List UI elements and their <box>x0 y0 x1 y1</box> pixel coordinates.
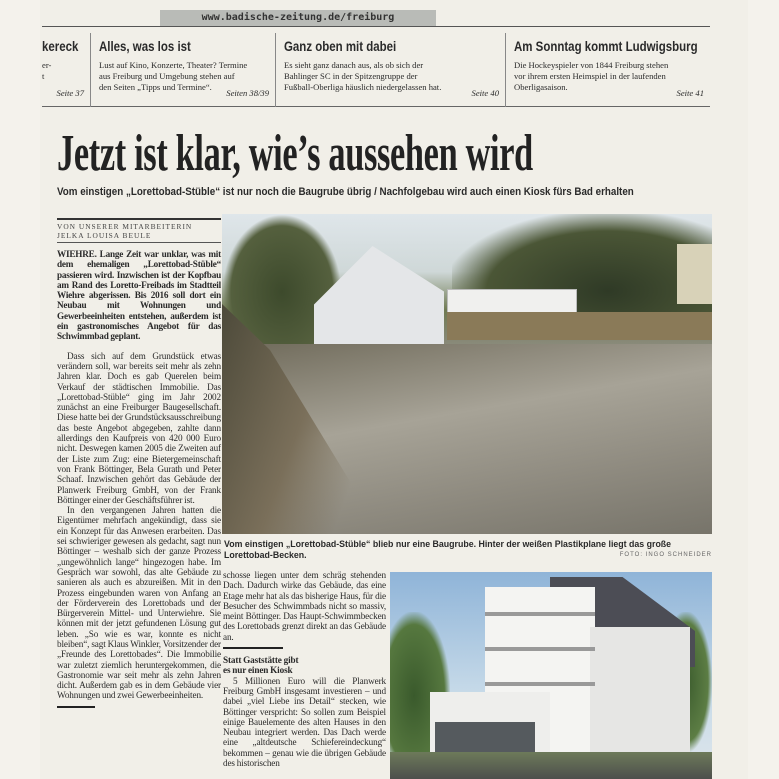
teaser-text: Es sieht ganz danach aus, als ob sich der Bahlinger SC in der Spitzengruppe der Fußball-Oberliga häuslich niedergelassen hat. <box>284 60 442 92</box>
article-paragraph: schosse liegen unter dem schräg stehenden Dach. Dadurch wirke das Gebäude, das eine Etage mehr hat als das bisherige Haus, für die Besucher des Schwimmbads nicht so massiv, meint Böttinger. Das Haupt-Schwimmbecken des Lorettobads grenzt direkt an das Gebäude an. <box>223 570 386 642</box>
teaser-text: Lust auf Kino, Konzerte, Theater? Termine aus Freiburg und Umgebung stehen auf den Seiten „Tipps und Termine“. <box>99 60 248 92</box>
photo-caption <box>224 539 712 561</box>
article-paragraph: 5 Millionen Euro will die Planwerk Freiburg GmbH insgesamt investieren – und dabei „viel Liebe ins Detail“ stecken, wie Böttinger verspricht: So sollen zum Beispiel einige Bauelemente des alten Hauses in den Neubau integriert werden. Das Dach werde eine „altdeutsche Schiefereindeckung“ bekommen – genau wie die übrigen Gebäude des historischen <box>223 675 386 769</box>
article-paragraph: In den vergangenen Jahren hatten die Eigentümer mehrfach angekündigt, dass sie ein Konzept für das Anwesen erarbeiten. Das sei schwieriger gewesen als gedacht, sagt nun Böttinger – weshalb sich der ganze Prozess „ungewöhnlich lange“ hingezogen habe. Im Gespräch war sowohl, das alte Gebäude zu sanieren als auch es abzureißen. Mit in den Prozess eingebunden waren von Anfang an der Förderverein des Lorettobads und der Bürgerverein Mittel- und Unterwiehre. Sie können mit der jetzt gefundenen Lösung gut leben. „So wie es war, konnte es nicht bleiben“, sagt Klaus Winkler, Vorsitzender der „Freunde des Lorettobades“. Die Immobilie war zuletzt ziemlich heruntergekommen, die Gastronomie war seit mehr als zehn Jahren dicht. Außerdem gab es in dem Gebäude vier Wohnungen und zwei Gewerbeeinheiten. <box>57 505 221 701</box>
teaser-page: Seite 37 <box>56 88 84 98</box>
teaser-page: Seite 41 <box>676 88 704 98</box>
subtitle-line: es nur einen Kiosk <box>223 665 293 676</box>
teaser-alles-was-los-ist[interactable] <box>90 33 275 107</box>
article-headline: Jetzt ist klar, wie’s aussehen wird <box>57 125 533 182</box>
byline-author: JELKA LOUISA BEULE <box>57 231 152 240</box>
building-rendering-image <box>390 572 712 779</box>
byline <box>57 218 221 243</box>
teaser-title: Alles, was los ist <box>99 39 191 54</box>
teaser-page: Seite 40 <box>471 88 499 98</box>
article-column-middle <box>223 570 386 768</box>
teaser-partial <box>34 33 90 107</box>
teaser-row <box>42 33 710 107</box>
teaser-title: kereck <box>42 39 79 54</box>
article-paragraph: Dass sich auf dem Grundstück etwas verändern soll, war bereits seit mehr als zehn Jahren klar. Doch es gab Querelen beim Verkauf der städtischen Immobilie. Das „Lorettobad-Stüble“ ging im Jahr 2002 zunächst an eine Freiburger Baugesellschaft. Diese hatte bei der Grundstücksausschreibung das beste Angebot abgegeben, zahlte dann allerdings den Kaufpreis von 420 000 Euro nicht. Deswegen kamen 2005 die Zweiten auf der Liste zum Zug: eine Bietergemeinschaft von Frank Böttinger, Bela Gurath und Peter Schaaf. Inzwischen gehört das Gebäude der Planwerk Freiburg GmbH, von der Frank Böttinger einer der Geschäftsführer ist. <box>57 350 221 505</box>
byline-role: VON UNSERER MITARBEITERIN <box>57 222 193 231</box>
teaser-text: er- t <box>42 60 52 81</box>
subtitle-line: Statt Gaststätte gibt <box>223 655 299 666</box>
teaser-ludwigsburg[interactable] <box>505 33 710 107</box>
teaser-page: Seiten 38/39 <box>226 88 269 98</box>
article-subhead: Vom einstigen „Lorettobad-Stüble“ ist nur noch die Baugrube übrig / Nachfolgebau wird auch einen Kiosk fürs Bad erhalten <box>57 186 634 198</box>
photo-credit: FOTO: INGO SCHNEIDER <box>619 552 712 558</box>
article-lead: WIEHRE. Lange Zeit war unklar, was mit dem ehemaligen „Lorettobad-Stüble“ passieren wird. Inzwischen ist der Kopfbau am Rand des Loretto-Freibads im Stadtteil Wiehre abgerissen. Bis 2016 soll dort ein Neubau mit Wohnungen und Gewerbeeinheiten entstehen, außerdem ist ein gastronomisches Angebot für das Schwimmbad geplant. <box>57 249 221 342</box>
section-subtitle <box>223 647 299 676</box>
divider <box>42 26 710 27</box>
caption-text: Vom einstigen „Lorettobad-Stüble“ blieb nur eine Baugrube. Hinter der weißen Plastikplane liegt das große Lorettobad-Becken. <box>224 539 672 560</box>
divider <box>57 706 95 708</box>
teaser-title: Am Sonntag kommt Ludwigsburg <box>514 39 698 54</box>
teaser-ganz-oben[interactable] <box>275 33 505 107</box>
teaser-title: Ganz oben mit dabei <box>284 39 397 54</box>
article-column-left <box>57 218 221 708</box>
teaser-text: Die Hockeyspieler von 1844 Freiburg stehen vor ihrem ersten Heimspiel in der laufenden Oberligasaison. <box>514 60 669 92</box>
construction-site-photo <box>222 214 712 534</box>
website-url: www.badische-zeitung.de/freiburg <box>160 10 436 26</box>
